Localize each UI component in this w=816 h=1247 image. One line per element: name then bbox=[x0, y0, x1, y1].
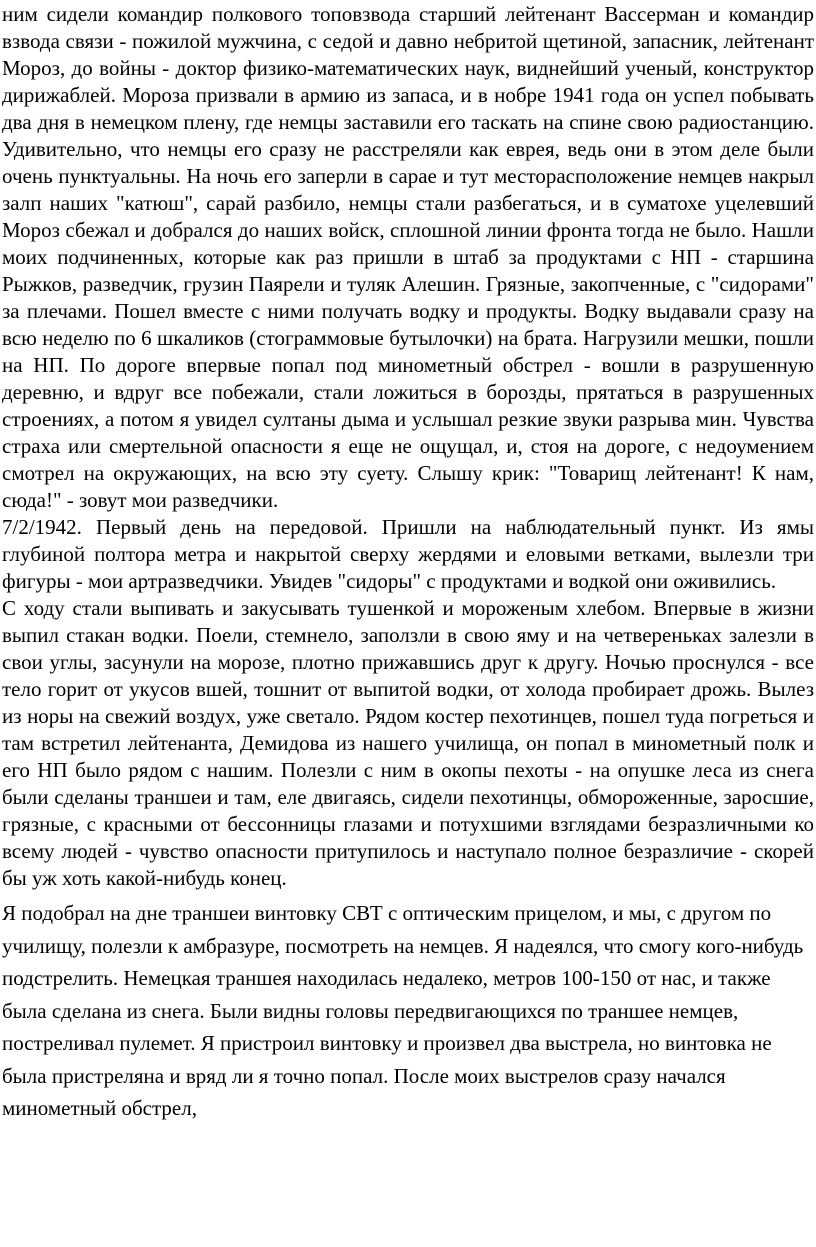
paragraph-rifle-shots: Я подобрал на дне траншеи винтовку СВТ с оптическим прицелом, и мы, с другом по училищу, полезли к амбразуре, посмотреть на немцев. Я надеялся, что смогу кого-нибудь подстрелить. Немецкая траншея находилась недалеко, метров 100-150 от нас, и также была сделана из снега. Были видны головы передвигающихся по траншее немцев, постреливал пулемет. Я пристроил винтовку и произвел два выстрела, но винтовка не была пристреляна и вряд ли я точно попал. После моих выстрелов сразу начался минометный обстрел, bbox=[2, 901, 804, 1120]
memoir-text-block-spaced bbox=[2, 897, 814, 1125]
paragraph-arrival-story: ним сидели командир полкового топовзвода старший лейтенант Вассерман и командир взвода связи - пожилой мужчина, с седой и давно небритой щетиной, запасник, лейтенант Мороз, до войны - доктор физико-математических наук, виднейший ученый, конструктор дирижаблей. Мороза призвали в армию из запаса, и в нобре 1941 года он успел побывать два дня в немецком плену, где немцы заставили его таскать на спине свою радиостанцию. Удивительно, что немцы его сразу не расстреляли как еврея, ведь они в этом деле были очень пунктуальны. На ночь его заперли в сарае и тут месторасположение немцев накрыл залп наших "катюш", сарай разбило, немцы стали разбегаться, и в суматохе уцелевший Мороз сбежал и добрался до наших войск, сплошной линии фронта тогда не было. Нашли моих подчиненных, которые как раз пришли в штаб за продуктами с НП - старшина Рыжков, разведчик, грузин Паярели и туляк Алешин. Грязные, закопченные, с "сидорами" за плечами. Пошел вместе с ними получать водку и продукты. Водку выдавали сразу на всю неделю по 6 шкаликов (стограммовые бутылочки) на брата. Нагрузили мешки, пошли на НП. По дороге впервые попал под минометный обстрел - вошли в разрушенную деревню, и вдруг все побежали, стали ложиться в борозды, прятаться в разрушенных строениях, а потом я увидел султаны дыма и услышал резкие звуки разрыва мин. Чувства страха или смертельной опасности я еще не ощущал, и, стоя на дороге, с недоумением смотрел на окружающих, на всю эту суету. Слышу крик: "Товарищ лейтенант! К нам, сюда!" - зовут мои разведчики. bbox=[2, 2, 814, 512]
memoir-text-block-dense bbox=[2, 0, 814, 892]
paragraph-first-day: 7/2/1942. Первый день на передовой. Пришли на наблюдательный пункт. Из ямы глубиной полтора метра и накрытой сверху жердями и еловыми ветками, вылезли три фигуры - мои артразведчики. Увидев "сидоры" с продуктами и водкой они оживились. bbox=[2, 515, 814, 593]
paragraph-night-trenches: С ходу стали выпивать и закусывать тушенкой и мороженым хлебом. Впервые в жизни выпил стакан водки. Поели, стемнело, заползли в свою яму и на четвереньках залезли в свои углы, засунули на морозе, плотно прижавшись друг к другу. Ночью проснулся - все тело горит от укусов вшей, тошнит от выпитой водки, от холода пробирает дрожь. Вылез из норы на свежий воздух, уже светало. Рядом костер пехотинцев, пошел туда погреться и там встретил лейтенанта, Демидова из нашего училища, он попал в минометный полк и его НП было рядом с нашим. Полезли с ним в окопы пехоты - на опушке леса из снега были сделаны траншеи и там, еле двигаясь, сидели пехотинцы, обмороженные, заросшие, грязные, с красными от бессонницы глазами и потухшими взглядами безразличными ко всему людей - чувство опасности притупилось и наступало полное безразличие - скорей бы уж хоть какой-нибудь конец. bbox=[2, 596, 814, 890]
